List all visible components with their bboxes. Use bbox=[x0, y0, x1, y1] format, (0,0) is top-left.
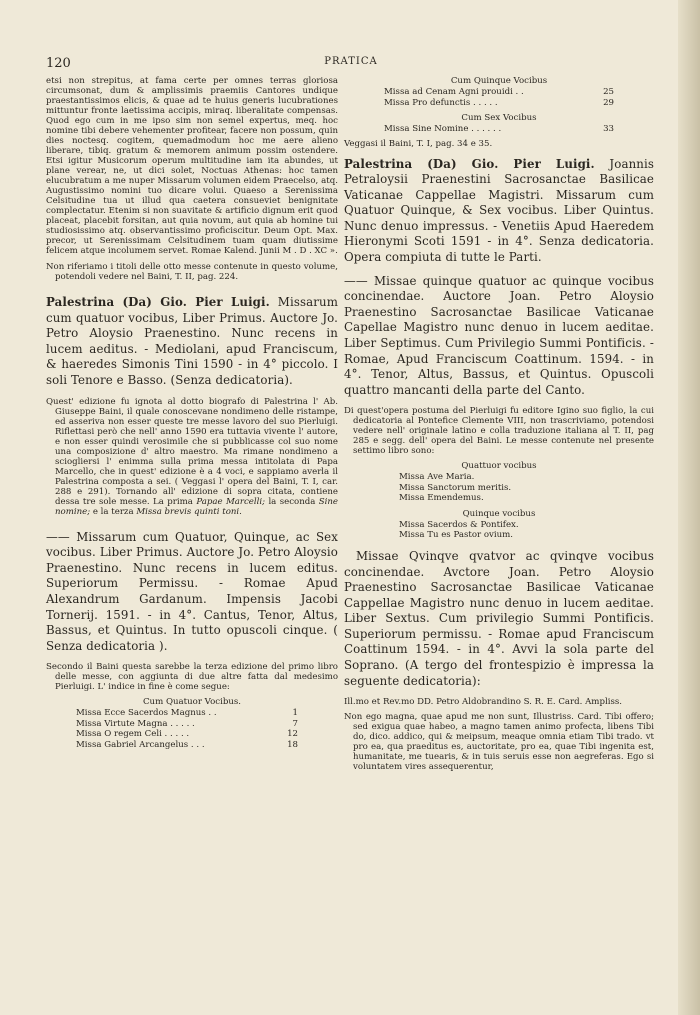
mass-title: Missa Sine Nomine . . . . . . bbox=[384, 124, 502, 134]
note-text: la seconda bbox=[268, 496, 316, 507]
note-italic: Sine nomine; bbox=[55, 496, 339, 517]
note-italic: Missa brevis quinti toni. bbox=[136, 506, 242, 517]
dedication-text: Non ego magna, quae apud me non sunt, Illustriss. Card. Tibi offero; sed exigua quae habeo, a magno tamen animo profecta, libens Tibi do, dico. addico, qui & meipsum, meaque omnia etiam Tibi trado. vt pro ea, qua praeditus es, auctoritate, pro ea, quae Tibi ingenita est, humanitate, me tuearis, & in tuis seruis esse non aegreferas. Ego si voluntatem vires assequerentur, bbox=[344, 712, 654, 773]
mass-page: 1 bbox=[292, 708, 298, 719]
list-title-sex: Cum Sex Vocibus bbox=[461, 113, 537, 123]
note-italic: Papae Marcelli; bbox=[196, 496, 266, 507]
list-item: Missa Sacerdos & Pontifex. bbox=[399, 519, 519, 530]
mass-page: 7 bbox=[292, 718, 298, 729]
list-title-quinque: Cum Quinque Vocibus bbox=[450, 76, 548, 86]
entry-text: Missarum cum quatuor vocibus, Liber Primus. Auctore Jo. Petro Aloysio Praenestino. Nunc recens in lucem aeditus. - Mediolani, apud Franciscum, & haeredes Simonis Tini 1590 - in 4° piccolo. I soli Tenore e Basso. (Senza dedicatoria). bbox=[46, 295, 338, 387]
list-item bbox=[76, 729, 298, 740]
mass-title: Missa ad Cenam Agni prouidi . . bbox=[384, 87, 524, 97]
mass-page: 29 bbox=[603, 97, 614, 108]
list-item bbox=[76, 740, 298, 751]
mass-page: 12 bbox=[287, 729, 298, 740]
mass-index-list bbox=[344, 124, 654, 135]
entry-liber-quintus bbox=[344, 157, 654, 266]
note-text: e la terza bbox=[92, 506, 134, 517]
list-item: Missa Emendemus. bbox=[399, 493, 484, 504]
list-item bbox=[384, 124, 614, 135]
mass-list bbox=[344, 472, 654, 504]
page-gutter-shadow bbox=[678, 0, 700, 1015]
note-baini-pages: Veggasi il Baini, T. I, pag. 34 e 35. bbox=[344, 138, 493, 149]
mass-title: Missa Virtute Magna . . . . . bbox=[76, 718, 195, 729]
list-title-quatuor: Cum Quatuor Vocibus. bbox=[142, 697, 242, 708]
entry-missarum-liber-primus-1590 bbox=[46, 295, 338, 389]
list-item bbox=[76, 708, 298, 719]
note-third-edition: Secondo il Baini questa sarebbe la terza edizione del primo libro delle messe, con aggiunta di due altre fatta dal medesimo Pierluigi. L' indice in fine è come segue: bbox=[46, 662, 338, 693]
mass-index-list bbox=[344, 87, 654, 108]
right-column bbox=[344, 76, 654, 772]
entry-heading: Palestrina (Da) Gio. Pier Luigi. bbox=[344, 156, 595, 171]
list-item bbox=[384, 87, 614, 98]
list-item: Missa Ave Maria. bbox=[399, 472, 475, 483]
mass-title: Missa Ecce Sacerdos Magnus . . bbox=[76, 708, 217, 719]
mass-index-list bbox=[46, 708, 338, 750]
list-item bbox=[76, 719, 298, 730]
left-column bbox=[46, 76, 338, 750]
note-posthumous-work: Di quest'opera postuma del Pierluigi fu editore Igino suo figlio, la cui dedicatoria al Pontefice Clemente VIII, non trascriviamo, potendosi vedere nell' originale latino e colla traduzione italiana al T. II, pag 285 e segg. dell' opera del Baini. Le messe contenute nel presente settimo libro sono: bbox=[344, 406, 654, 457]
mass-page: 25 bbox=[603, 87, 614, 97]
entry-missarum-liber-primus-1591: —— Missarum cum Quatuor, Quinque, ac Sex vocibus. Liber Primus. Auctore Jo. Petro Aloysio Praenestino. Nunc recens in lucem editus. Superiorum Permissu. - Romae Apud Alexandrum Gardanum. Impensis Jacobi Tornerij. 1591. - in 4°. Cantus, Tenor, Altus, Bassus, et Quintus. In tutto opuscoli cinque. ( Senza dedicatoria ). bbox=[46, 529, 338, 653]
dedication-continuation: etsi non strepitus, at fama certe per omnes terras gloriosa circumsonat, dum & amplissimis praemiis Cantores undique praestantissimos elicis, & quae ad te huius generis lucubrationes mittuntur fronte laetissima accipis, miraq. liberalitate compensas. Quod ego cum in me ipso sim non semel expertus, meq. hoc nomine tibi debere vehementer profitear, facere non possum, quin dies noctesq. cogitem, quemadmodum hoc me aere alieno liberare, tibiq. gratum & memorem animum possim ostendere. Etsi igitur Musicorum operum multitudine iam ita abundes, ut plane verear, ne, ut dici solet, Noctuas Athenas: hoc tamen elucubratum a me nuper Missarum volumen eidem Praecelso, atq. Augustissimo nomini tuo dicare volui. Quaeso a Serenissima Celsitudine tua ut illud qua caetera consueviet benignitate complectatur. Etenim si non suavitate & artificio dignum erit quod placeat, placebit forsitan, aut quia novum, aut quia ab homine tui studiosissimo atq. observantissimo proficiscitur. Deum Opt. Max. precor, ut Serenissimam Celsitudinem tuam quam diutissime felicem atque incolumem servet. Romae Kalend. Junii M . D . XC ». bbox=[46, 76, 338, 256]
mass-list bbox=[344, 520, 654, 541]
entry-heading: Palestrina (Da) Gio. Pier Luigi. bbox=[46, 295, 270, 309]
page-header bbox=[46, 56, 656, 70]
list-item: Missa Sanctorum meritis. bbox=[399, 482, 512, 493]
list-item bbox=[384, 98, 614, 109]
entry-liber-septimus: —— Missae quinque quatuor ac quinque vocibus concinendae. Auctore Joan. Petro Aloysio Praenestino Sacrosanctae Basilicae Vaticanae Capellae Magistro nunc denuo in lucem aeditae. Liber Septimus. Cum Privilegio Summi Pontificis. - Romae, Apud Franciscum Coattinum. 1594. - in 4°. Tenor, Altus, Bassus, et Quintus. Opuscoli quattro mancanti della parte del Canto. bbox=[344, 273, 654, 397]
mass-title: Missa O regem Celi . . . . . bbox=[76, 729, 190, 740]
note-baini-reference: Non riferiamo i titoli delle otto messe contenute in questo volume, potendoli vedere nel Baini, T. II, pag. 224. bbox=[46, 262, 338, 282]
entry-text: Joannis Petraloysii Praenestini Sacrosanctae Basilicae Vaticanae Cappellae Magistri. Missarum cum Quatuor Quinque, & Sex vocibus. Liber Quintus. Nunc denuo impressus. - Venetiis Apud Haeredem Hieronymi Scoti 1591 - in 4°. Senza dedicatoria. Opera compiuta di tutte le Parti. bbox=[344, 156, 654, 265]
mass-title: Missa Gabriel Arcangelus . . . bbox=[76, 739, 205, 750]
note-text: Quest' edizione fu ignota al dotto biografo di Palestrina l' Ab. Giuseppe Baini, il quale conoscevane nondimeno delle ristampe, ed asseriva non esser queste tre messe lavoro del suo Pierluigi. Riflettasi però che nell' anno 1590 era tuttavia vivente l' autore, e non esser quindi verosimile che si pubblicasse col suo nome una composizione d' altro maestro. Ma rimane nondimeno a sciogliersi l' enimma sulla prima messa intitolata di Papa Marcello, che in quest' edizione è a 4 voci, e sappiamo averla il Palestrina composta a sei. ( Veggasi l' opera del Baini, T. I, car. 288 e 291). Tornando all' edizione di sopra citata, contiene dessa tre sole messe. La prima bbox=[46, 396, 338, 507]
mass-title: Missa Pro defunctis . . . . . bbox=[384, 97, 498, 108]
list-item: Missa Tu es Pastor ovium. bbox=[399, 530, 514, 541]
page-number: 120 bbox=[46, 56, 71, 71]
note-edition-1590 bbox=[46, 397, 338, 517]
list-title-quinque-vocibus: Quinque vocibus bbox=[462, 508, 536, 519]
entry-liber-sextus: Missae Qvinqve qvatvor ac qvinqve vocibus concinendae. Avctore Joan. Petro Aloysio Praenestino Sacrosanctae Basilicae Vaticanae Cappellae Magistro nunc denuo in lucem aeditae. Liber Sextus. Cum privilegio Summi Pontificis. Superiorum permissu. - Romae apud Franciscum Coattinum 1594. - in 4°. Avvi la sola parte del Soprano. (A tergo del frontespizio è impressa la seguente dedicatoria): bbox=[344, 548, 654, 688]
mass-page: 18 bbox=[287, 739, 298, 750]
mass-page: 33 bbox=[603, 124, 614, 134]
running-title: PRATICA bbox=[324, 56, 378, 67]
list-title-quattuor-vocibus: Quattuor vocibus bbox=[461, 461, 537, 472]
dedication-address: Ill.mo et Rev.mo DD. Petro Aldobrandino S. R. E. Card. Ampliss. bbox=[344, 697, 622, 708]
